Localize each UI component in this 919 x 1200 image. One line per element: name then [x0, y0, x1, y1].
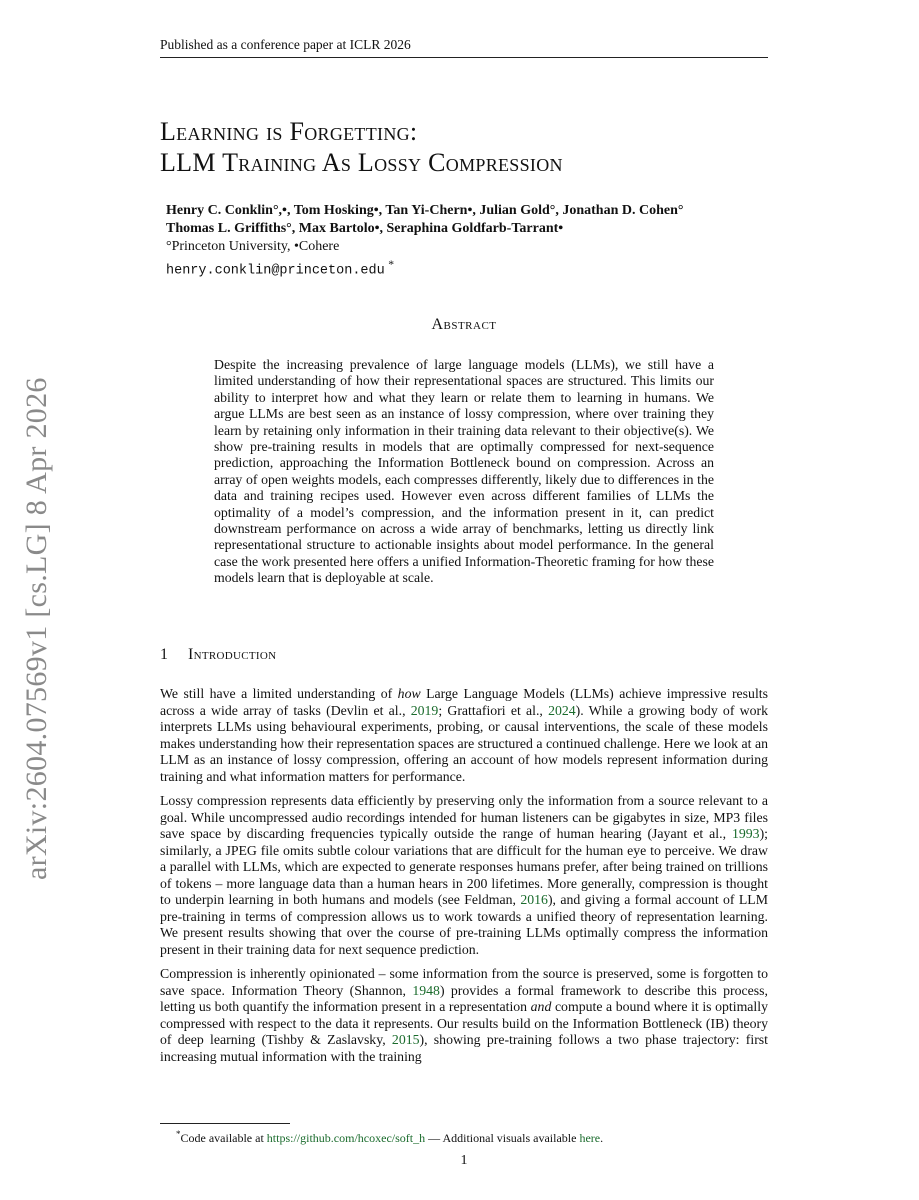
paragraph-1 — [160, 686, 768, 785]
text-span: ), and giving a formal account of LLM pre-training in terms of compression allows us to work towards a unified theory of representation learning. We present results showing that over the course of pre-training LLMs optimally compress the information present in their training data for next sequence prediction. — [160, 892, 768, 957]
footnote-text: — Additional visuals available — [425, 1131, 580, 1145]
citation-link[interactable]: 2024 — [548, 702, 576, 718]
text-span: ; Grattafiori et al., — [438, 702, 549, 718]
citation-link[interactable]: 1948 — [412, 982, 440, 998]
text-span: Large Language Models (LLMs) achieve impressive results across a wide array of tasks (Devlin et al., — [160, 686, 768, 718]
page-number: 1 — [460, 1153, 468, 1168]
text-span: Compression is inherently opinionated – some information from the source is preserved, some is forgotten to save space. Information Theory (Shannon, — [160, 966, 768, 998]
citation-link[interactable]: 2019 — [410, 702, 439, 718]
footnote-divider — [160, 1123, 290, 1124]
email-footnote-mark: * — [388, 258, 395, 271]
contact-email-line — [166, 256, 786, 281]
code-repo-link[interactable]: https://github.com/hcoxec/soft_h — [266, 1131, 426, 1145]
footnote-text: . — [600, 1131, 604, 1145]
title-line-2: LLM Training As Lossy Compression — [160, 148, 563, 177]
footnote-mark: * — [176, 1129, 181, 1139]
text-span: compute a bound where it is optimally compressed with respect to the data it represents. Our results build on the Information Bottleneck (IB) theory of deep learning (Tishby & Zaslavsky, — [160, 999, 768, 1047]
text-span: ); similarly, a JPEG file omits subtle colour variations that are difficult for the human eye to perceive. We draw a parallel with LLMs, which are expected to generate responses humans prefer, after being trained on trillions of tokens – more language data than a human hears in 200 lifetimes. More generally, compression is thought to underpin learning in both humans and models (see Feldman, — [160, 826, 768, 907]
running-header: Published as a conference paper at ICLR 2026 — [160, 37, 768, 58]
citation-link[interactable]: 2016 — [520, 892, 548, 907]
text-span: We still have a limited understanding of — [160, 686, 398, 701]
paper-title — [160, 116, 780, 178]
abstract-heading: Abstract — [431, 316, 497, 333]
citation-link[interactable]: 2015 — [391, 1032, 420, 1047]
affiliations: °Princeton University, •Cohere — [166, 239, 340, 254]
text-span: ), showing pre-training follows a two phase trajectory: first increasing mutual information with the training — [160, 1032, 768, 1064]
section-number: 1 — [160, 646, 169, 663]
paragraph-2 — [160, 793, 768, 958]
title-line-1: Learning is Forgetting: — [160, 117, 418, 146]
footnote — [176, 1129, 768, 1146]
arxiv-sidebar-stamp: arXiv:2604.07569v1 [cs.LG] 8 Apr 2026 — [20, 377, 53, 880]
abstract-text: Despite the increasing prevalence of large language models (LLMs), we still have a limited understanding of how their representational spaces are structured. This limits our ability to interpret how and what they learn or relate them to learning in humans. We argue LLMs are best seen as an instance of lossy compression, where over training they learn by retaining only information in their training data relevant to their objective(s). We show pre-training results in models that are optimally compressed for next-sequence prediction, approaching the Information Bottleneck bound on compression. Across an array of open weights models, each compresses differently, likely due to differences in the data and training recipes used. However even across different families of LLMs the optimality of a model’s compression, and the information present in it, can predict downstream performance on across a wide array of benchmarks, letting us directly link representational structure to actionable insights about model performance. In the general case the work presented here offers a unified Information-Theoretic framing for how these models learn that is deployable at scale. — [214, 357, 714, 586]
paragraph-3 — [160, 966, 768, 1065]
emphasis: and — [530, 999, 552, 1014]
citation-link[interactable]: 1993 — [731, 826, 760, 841]
body-text — [160, 686, 768, 1073]
text-span: ). While a growing body of work interprets LLMs using behavioural experiments, probing, or causal interventions, the scale of these models makes understanding how their representation spaces are structured a continued challenge. Here we look at an LLM as an instance of lossy compression, offering an account of how models represent information during training and what information matters for performance. — [160, 702, 768, 784]
section-heading — [160, 646, 768, 664]
author-names-line-1: Henry C. Conklin°,•, Tom Hosking•, Tan Yi-Chern•, Julian Gold°, Jonathan D. Cohen° — [166, 203, 684, 218]
contact-email[interactable]: henry.conklin@princeton.edu — [166, 263, 385, 279]
text-span: Lossy compression represents data efficiently by preserving only the information from a source relevant to a goal. While uncompressed audio recordings intended for human listeners can be gigabytes in size, MP3 files save space by discarding frequencies typically outside the range of human hearing (Jayant et al., — [160, 793, 768, 841]
text-span: ) provides a formal framework to describe this process, letting us both quantify the information present in a representation — [160, 982, 768, 1014]
visuals-link[interactable]: here — [579, 1131, 601, 1145]
author-names-line-2: Thomas L. Griffiths°, Max Bartolo•, Seraphina Goldfarb-Tarrant• — [166, 221, 564, 236]
section-title: Introduction — [188, 646, 277, 663]
emphasis: how — [397, 686, 421, 701]
footnote-text: Code available at — [180, 1131, 267, 1145]
author-block — [166, 202, 786, 281]
